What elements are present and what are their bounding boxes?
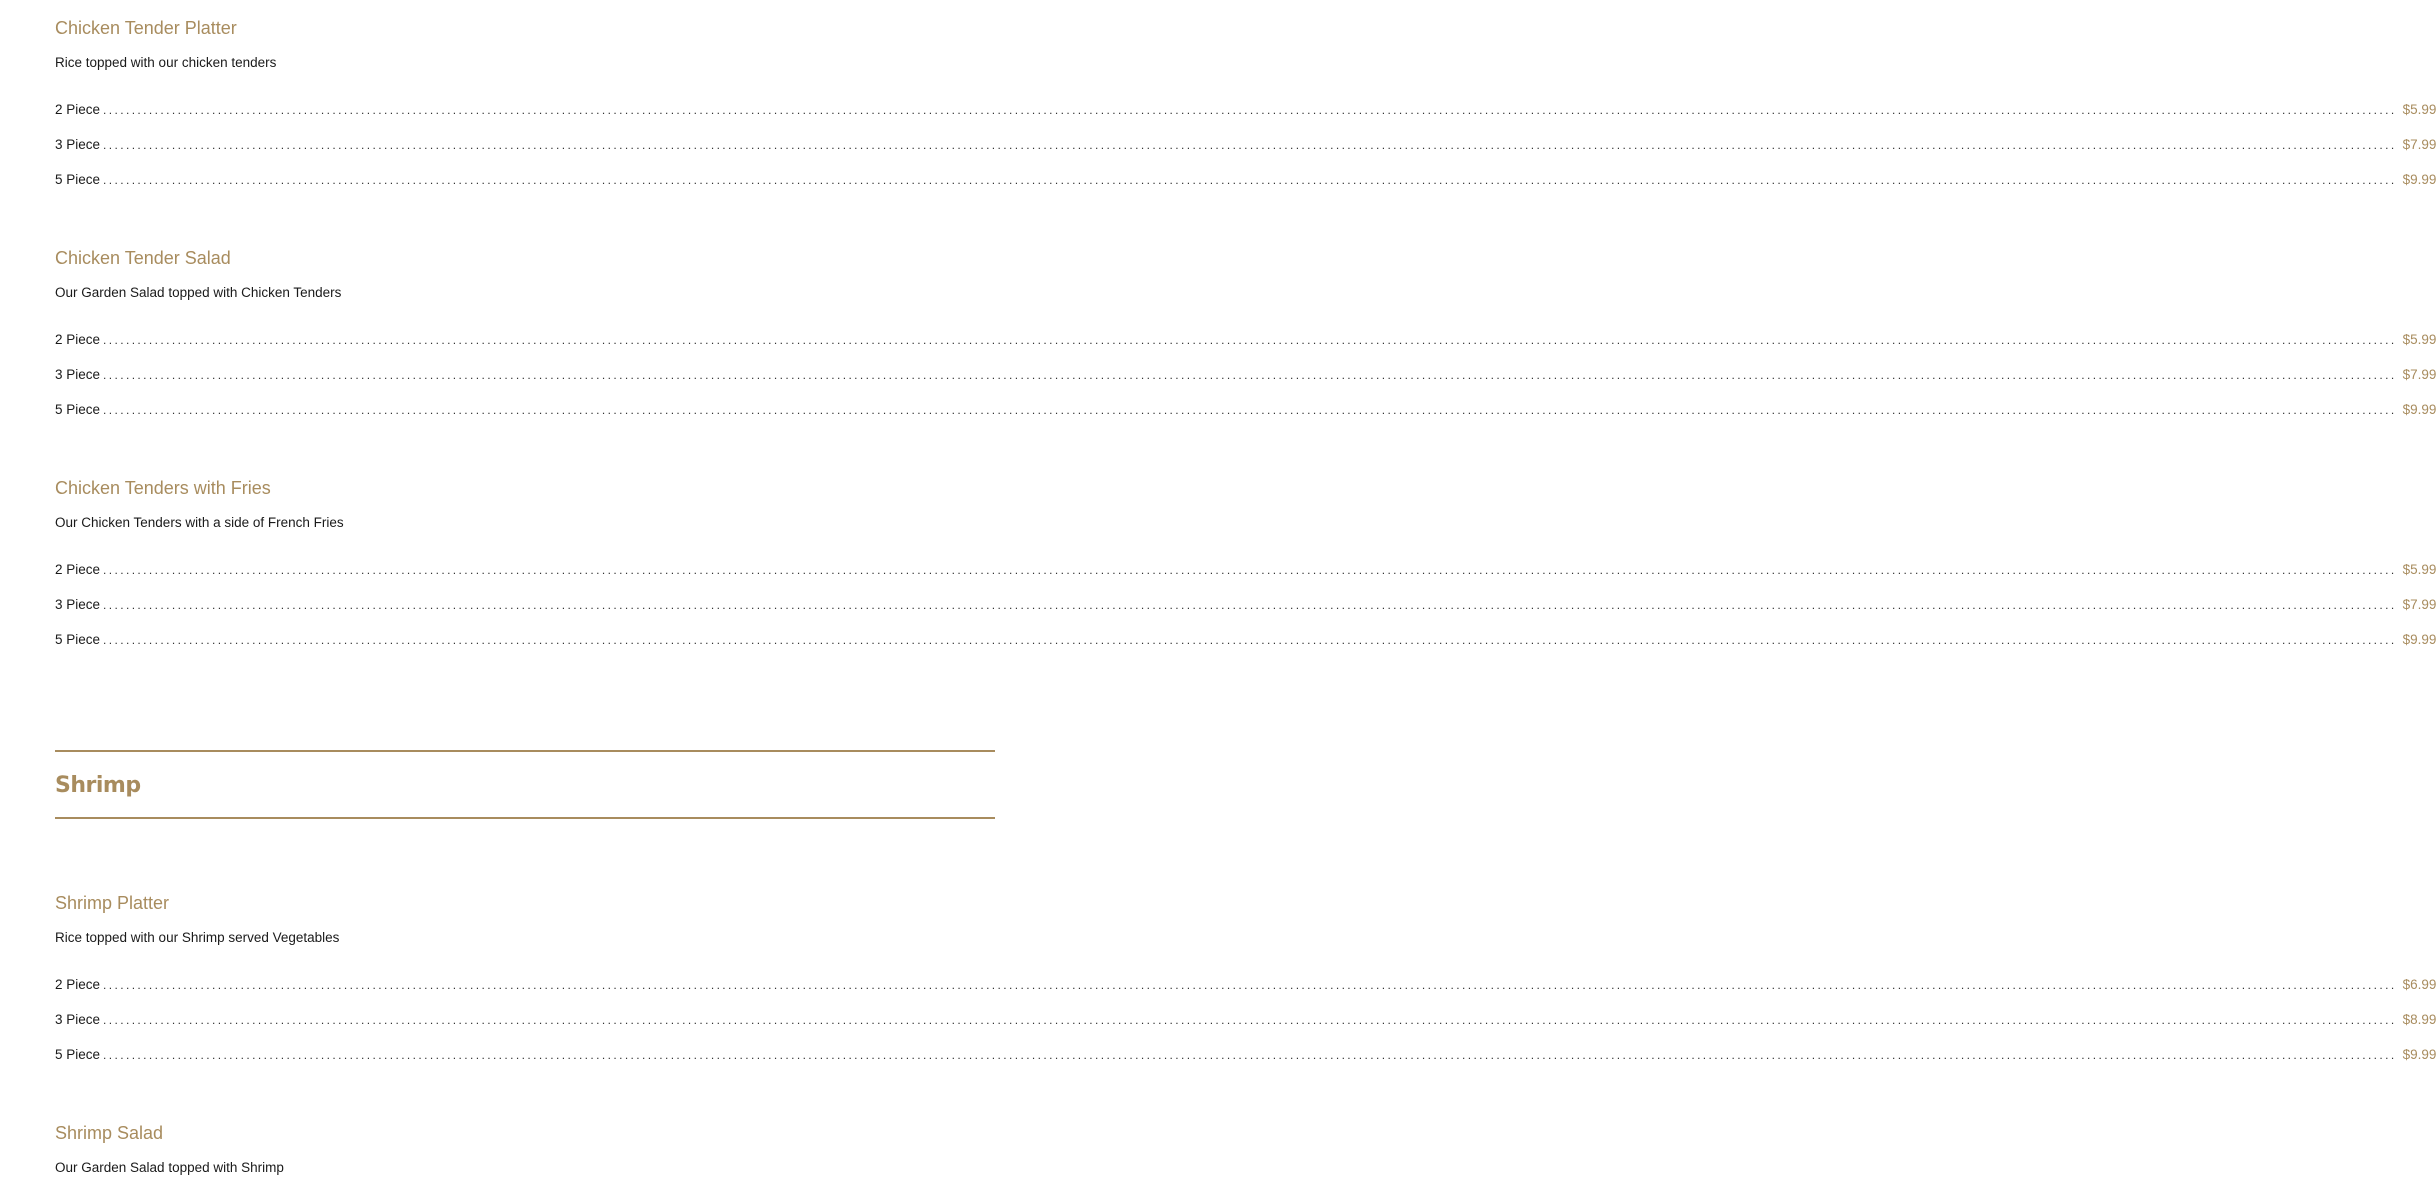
dot-leader: ................................................................................................................................................................................................................................................................................................................................................................................................................ <box>103 138 2397 152</box>
price-row <box>55 1046 2436 1064</box>
size-label: 2 Piece <box>55 332 101 347</box>
price-row <box>55 366 2436 384</box>
price-row <box>55 101 2436 119</box>
price-value: $5.99 <box>2402 562 2436 577</box>
item-title: Chicken Tender Platter <box>55 18 237 38</box>
size-label: 2 Piece <box>55 562 101 577</box>
size-label: 3 Piece <box>55 597 101 612</box>
item-description: Our Garden Salad topped with Shrimp <box>55 1160 284 1175</box>
price-value: $7.99 <box>2402 367 2436 382</box>
price-row <box>55 401 2436 419</box>
dot-leader: ................................................................................................................................................................................................................................................................................................................................................................................................................ <box>103 173 2397 187</box>
size-label: 3 Piece <box>55 367 101 382</box>
size-label: 5 Piece <box>55 632 101 647</box>
item-title: Chicken Tenders with Fries <box>55 478 271 498</box>
item-title: Shrimp Platter <box>55 893 170 913</box>
price-value: $9.99 <box>2402 172 2436 187</box>
size-label: 5 Piece <box>55 402 101 417</box>
item-description: Rice topped with our chicken tenders <box>55 55 277 70</box>
item-title: Chicken Tender Salad <box>55 248 231 268</box>
price-value: $9.99 <box>2402 402 2436 417</box>
price-row <box>55 631 2436 649</box>
dot-leader: ................................................................................................................................................................................................................................................................................................................................................................................................................ <box>103 598 2397 612</box>
size-label: 3 Piece <box>55 1012 101 1027</box>
price-row <box>55 596 2436 614</box>
item-description: Our Chicken Tenders with a side of French Fries <box>55 515 344 530</box>
price-row <box>55 171 2436 189</box>
price-row <box>55 976 2436 994</box>
dot-leader: ................................................................................................................................................................................................................................................................................................................................................................................................................ <box>103 333 2397 347</box>
dot-leader: ................................................................................................................................................................................................................................................................................................................................................................................................................ <box>103 978 2397 992</box>
price-value: $7.99 <box>2402 137 2436 152</box>
price-row <box>55 1011 2436 1029</box>
price-row <box>55 331 2436 349</box>
dot-leader: ................................................................................................................................................................................................................................................................................................................................................................................................................ <box>103 103 2397 117</box>
size-label: 2 Piece <box>55 977 101 992</box>
dot-leader: ................................................................................................................................................................................................................................................................................................................................................................................................................ <box>103 633 2397 647</box>
price-value: $8.99 <box>2402 1012 2436 1027</box>
size-label: 5 Piece <box>55 172 101 187</box>
dot-leader: ................................................................................................................................................................................................................................................................................................................................................................................................................ <box>103 403 2397 417</box>
dot-leader: ................................................................................................................................................................................................................................................................................................................................................................................................................ <box>103 1048 2397 1062</box>
section-title: Shrimp <box>55 773 141 798</box>
section-divider-bottom <box>55 817 995 819</box>
price-value: $5.99 <box>2402 102 2436 117</box>
dot-leader: ................................................................................................................................................................................................................................................................................................................................................................................................................ <box>103 1013 2397 1027</box>
section-divider-top <box>55 750 995 752</box>
size-label: 3 Piece <box>55 137 101 152</box>
item-description: Rice topped with our Shrimp served Vegetables <box>55 930 340 945</box>
price-value: $9.99 <box>2402 1047 2436 1062</box>
size-label: 2 Piece <box>55 102 101 117</box>
size-label: 5 Piece <box>55 1047 101 1062</box>
price-row <box>55 136 2436 154</box>
price-value: $5.99 <box>2402 332 2436 347</box>
price-row <box>55 561 2436 579</box>
item-title: Shrimp Salad <box>55 1123 164 1143</box>
dot-leader: ................................................................................................................................................................................................................................................................................................................................................................................................................ <box>103 563 2397 577</box>
price-value: $6.99 <box>2402 977 2436 992</box>
price-value: $9.99 <box>2402 632 2436 647</box>
dot-leader: ................................................................................................................................................................................................................................................................................................................................................................................................................ <box>103 368 2397 382</box>
price-value: $7.99 <box>2402 597 2436 612</box>
item-description: Our Garden Salad topped with Chicken Tenders <box>55 285 342 300</box>
